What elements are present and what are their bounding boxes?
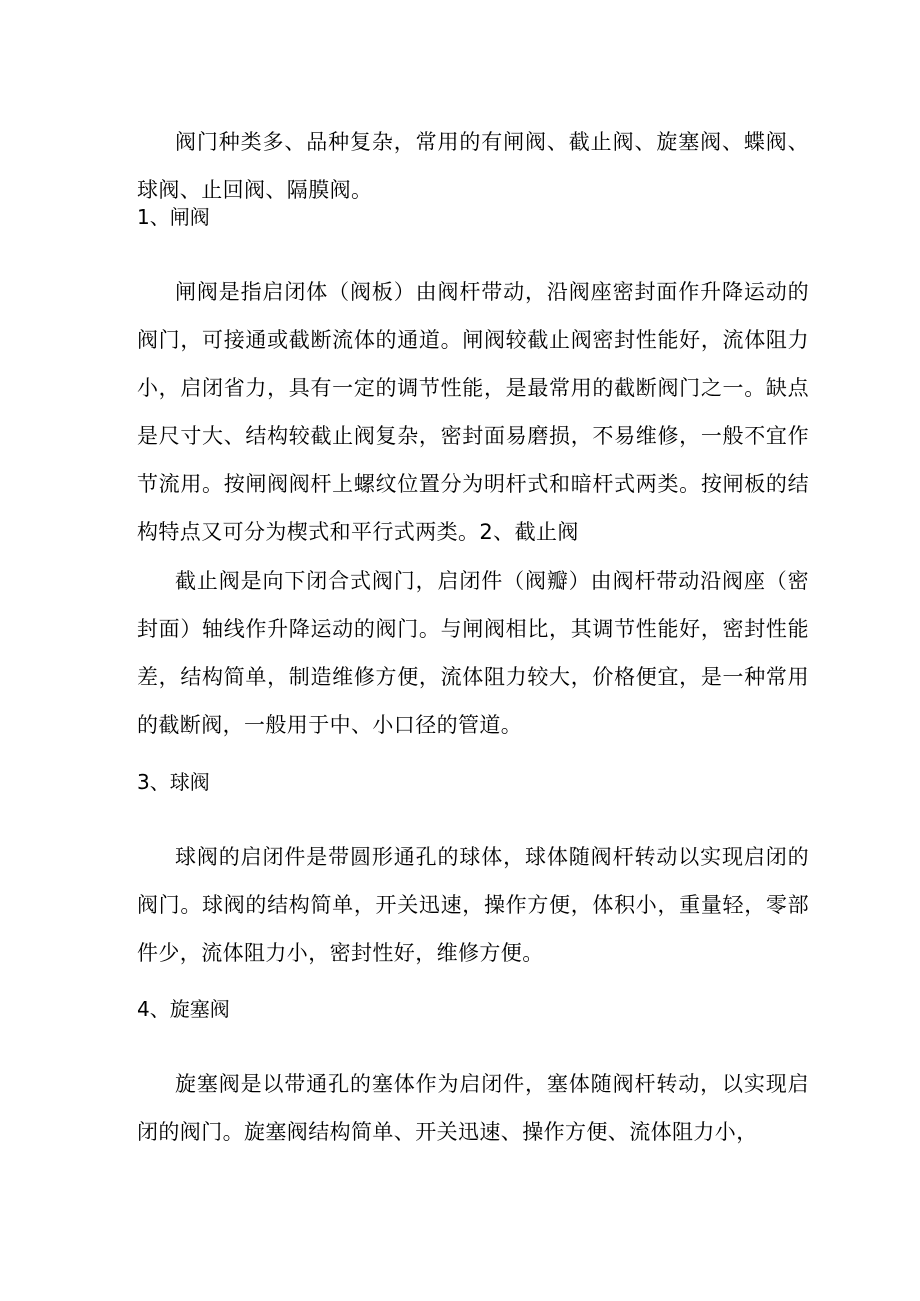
- gate-valve-body-text: 闸阀是指启闭体（阀板）由阀杆带动，沿阀座密封面作升降运动的阀门，可接通或截断流体的通道。闸阀较截止阀密封性能好，流体阻力小，启闭省力，具有一定的调节性能，是最常用的截断阀门之一。缺点是尺寸大、结构较截止阀复杂，密封面易磨损，不易维修，一般不宜作节流用。按闸阀阀杆上螺纹位置分为明杆式和暗杆式两类。按闸板的结构特点又可分为楔式和平行式两类。: [137, 280, 809, 544]
- section-body-globe-valve: 截止阀是向下闭合式阀门，启闭件（阀瓣）由阀杆带动沿阀座（密封面）轴线作升降运动的阀门。与闸阀相比，其调节性能好，密封性能差，结构简单，制造维修方便，流体阻力较大，价格便宜，是一种常用的截断阀，一般用于中、小口径的管道。: [137, 569, 809, 737]
- section-body-plug-valve: 旋塞阀是以带通孔的塞体作为启闭件，塞体随阀杆转动，以实现启闭的阀门。旋塞阀结构简单、开关迅速、操作方便、流体阻力小，: [137, 1072, 809, 1144]
- section-heading-globe-valve: 2、截止阀: [479, 520, 579, 544]
- section-heading-plug-valve: 4、旋塞阀: [137, 997, 230, 1021]
- section-heading-gate-valve: 1、闸阀: [137, 205, 210, 229]
- intro-paragraph: 阀门种类多、品种复杂，常用的有闸阀、截止阀、旋塞阀、蝶阀、球阀、止回阀、隔膜阀。: [137, 130, 809, 202]
- section-heading-ball-valve: 3、球阀: [137, 770, 210, 794]
- section-body-gate-valve: [137, 268, 809, 556]
- section-body-ball-valve: 球阀的启闭件是带圆形通孔的球体，球体随阀杆转动以实现启闭的阀门。球阀的结构简单，开关迅速，操作方便，体积小，重量轻，零部件少，流体阻力小，密封性好，维修方便。: [137, 845, 809, 965]
